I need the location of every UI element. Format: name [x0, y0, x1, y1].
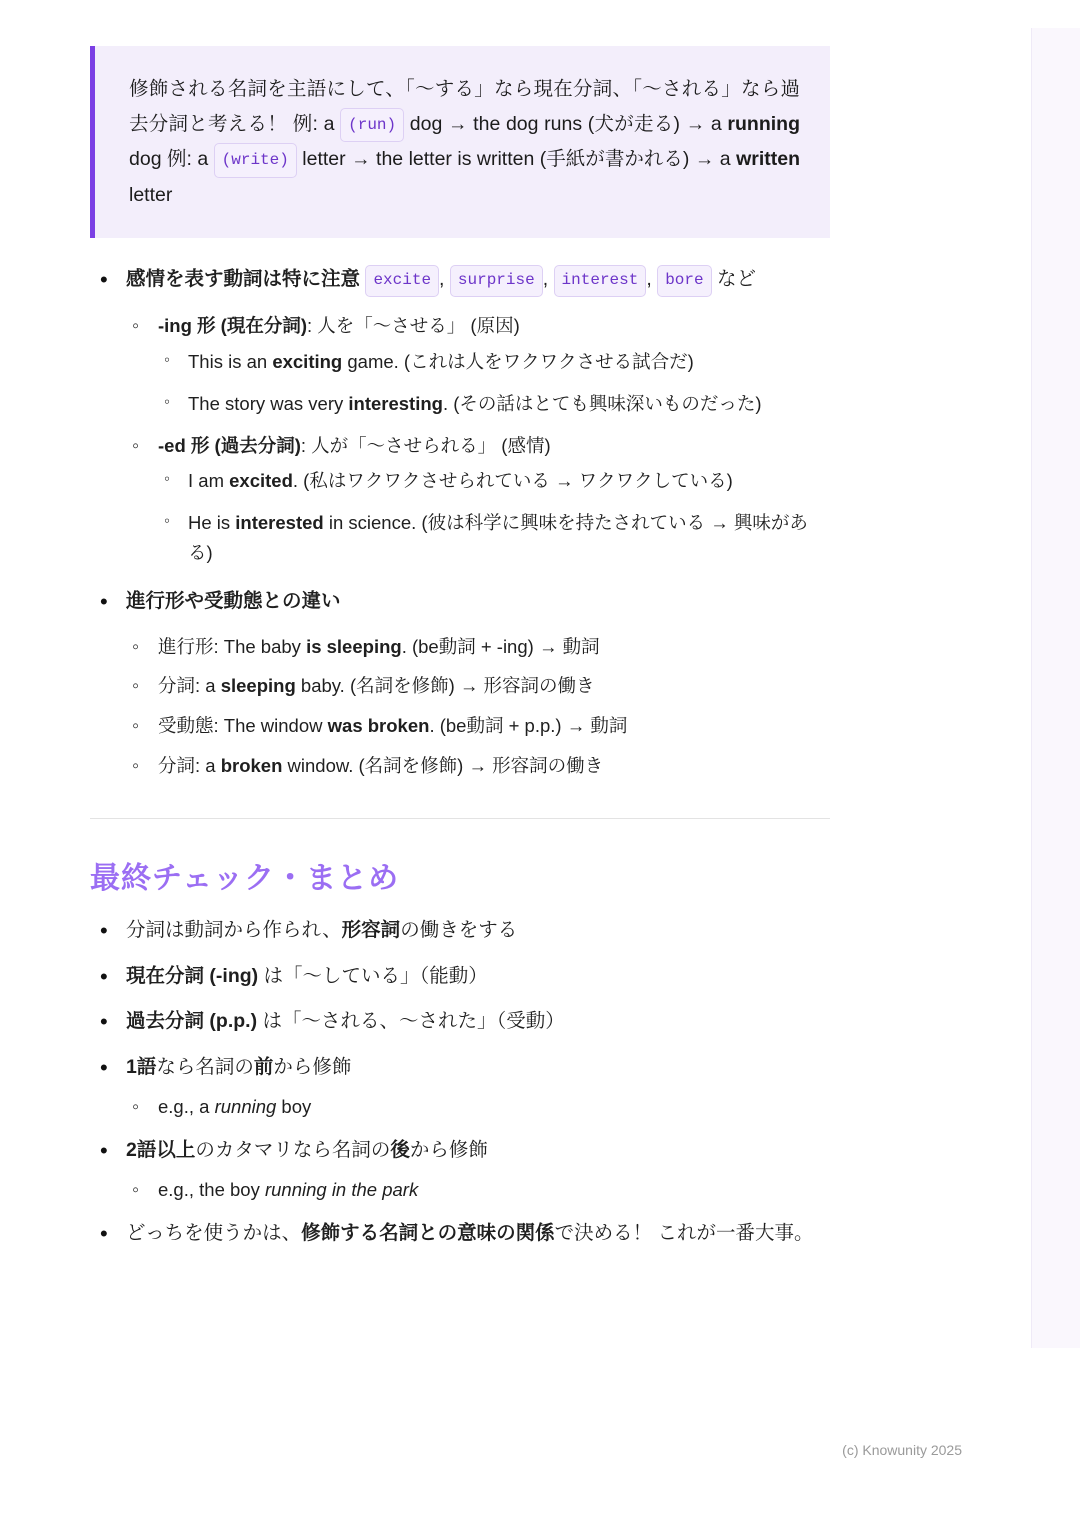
callout-text-5: letter: [129, 183, 173, 206]
list-item-ing-form: [126, 311, 830, 419]
example-post: game. (これは人をワクワクさせる試合だ): [342, 350, 694, 372]
item-pre: 分詞: a: [158, 754, 221, 776]
example-pre: The story was very: [188, 392, 349, 414]
example-post: . (その話はとても興味深いものだった): [442, 392, 762, 414]
callout-box: [90, 46, 830, 238]
summary-bold: 2語以上: [126, 1139, 196, 1162]
copyright-footer: (c) Knowunity 2025: [842, 1442, 962, 1458]
comma-1: ,: [439, 268, 445, 291]
section-divider: [90, 818, 830, 819]
progressive-passive-heading: 進行形や受動態との違い: [126, 590, 341, 613]
example-bold: exciting: [272, 350, 343, 372]
item-bold: sleeping: [220, 675, 296, 697]
callout-text-1: 修飾される名詞を主語にして、「〜する」なら現在分詞、「〜される」なら過去分詞と考える！ 例: a: [129, 78, 800, 135]
example-bold: interesting: [348, 392, 443, 414]
item-bold: broken: [220, 754, 283, 776]
item-post: baby. (名詞を修飾) → 形容詞の働き: [295, 675, 595, 697]
example-pre: This is an: [188, 350, 273, 372]
summary-item-4-sublist: [126, 1092, 830, 1122]
code-chip-bore: bore: [657, 265, 711, 297]
list-item-example: [126, 1175, 830, 1205]
example-bold: excited: [229, 470, 293, 492]
summary-pre: 分詞は動詞から作られ、: [126, 919, 342, 942]
example-bold: interested: [235, 512, 324, 534]
example-pre: He is: [188, 512, 236, 534]
list-item-example: [158, 389, 830, 419]
comma-3: ,: [646, 268, 652, 291]
item-bold: was broken: [327, 715, 430, 737]
list-item-ed-form: [126, 431, 830, 569]
callout-bold-running: running: [727, 112, 800, 135]
example-pre: e.g., a: [158, 1095, 215, 1117]
summary-bold: 過去分詞 (p.p.): [126, 1010, 258, 1033]
callout-text-2: dog → the dog runs (犬が走る) → a: [404, 112, 728, 135]
ing-form-label-rest: : 人を「〜させる」 (原因): [307, 315, 520, 337]
summary-post: で決める！ これが一番大事。: [554, 1222, 814, 1245]
example-post: . (私はワクワクさせられている → ワクワクしている): [292, 470, 733, 492]
summary-post-2: から修飾: [273, 1055, 352, 1078]
code-chip-surprise: surprise: [450, 265, 543, 297]
ed-form-label-rest: : 人が「〜させられる」 (感情): [300, 434, 551, 456]
summary-post: は「〜している」（能動）: [258, 964, 488, 987]
comma-2: ,: [542, 268, 549, 291]
code-chip-write: (write): [214, 143, 297, 177]
summary-pre: どっちを使うかは、: [126, 1222, 302, 1245]
document-content: [90, 46, 830, 1264]
summary-item-6: [90, 1218, 830, 1250]
summary-list: [90, 915, 830, 1250]
example-italic: running in the park: [264, 1178, 419, 1200]
emotion-verbs-trailing: など: [711, 268, 757, 291]
summary-bold: 形容詞: [341, 919, 401, 942]
list-item-example: [158, 347, 830, 377]
ing-form-label: -ing 形 (現在分詞): [158, 315, 308, 337]
list-item-participle-sleeping: [126, 671, 830, 701]
section-title-summary: 最終チェック・まとめ: [90, 862, 400, 896]
example-italic: running: [214, 1095, 277, 1117]
item-pre: 受動態: The window: [158, 715, 328, 737]
main-bullet-list: [90, 264, 830, 780]
example-pre: e.g., the boy: [158, 1178, 265, 1200]
summary-item-5: [90, 1135, 830, 1204]
example-post: in science. (彼は科学に興味を持たされている → 興味がある): [188, 512, 808, 564]
example-post: boy: [276, 1095, 312, 1117]
callout-text-3: dog 例: a: [129, 148, 214, 171]
list-item-example: [158, 508, 830, 568]
list-item-progressive: [126, 632, 830, 662]
code-chip-excite: excite: [365, 265, 439, 297]
code-chip-run: (run): [340, 108, 404, 142]
list-item-progressive-passive: [90, 586, 830, 780]
list-item-passive: [126, 711, 830, 741]
emotion-verbs-heading: 感情を表す動詞は特に注意: [126, 268, 361, 291]
page-edge-strip: [1031, 28, 1080, 1348]
item-post: . (be動詞 + p.p.) → 動詞: [429, 715, 628, 737]
summary-item-5-sublist: [126, 1175, 830, 1205]
summary-post-2: から修飾: [409, 1139, 488, 1162]
summary-bold-2: 後: [390, 1139, 410, 1162]
summary-bold: 修飾する名詞との意味の関係: [301, 1222, 555, 1245]
example-pre: I am: [188, 470, 230, 492]
summary-bold-2: 前: [253, 1055, 274, 1078]
item-post: . (be動詞 + -ing) → 動詞: [401, 635, 600, 657]
summary-post: なら名詞の: [156, 1055, 254, 1078]
list-item-example: [126, 1092, 830, 1122]
ing-examples-list: [158, 347, 830, 419]
emotion-verbs-sublist: [126, 311, 830, 568]
callout-bold-written: written: [736, 148, 800, 171]
summary-item-2: [90, 961, 830, 993]
list-item-example: [158, 466, 830, 496]
ed-form-label: -ed 形 (過去分詞): [158, 434, 301, 456]
item-pre: 分詞: a: [158, 675, 221, 697]
summary-post: のカタマリなら名詞の: [195, 1139, 391, 1162]
progressive-passive-sublist: [126, 632, 830, 780]
item-bold: is sleeping: [306, 635, 402, 657]
summary-bold: 現在分詞 (-ing): [126, 964, 259, 987]
summary-bold: 1語: [126, 1055, 157, 1078]
summary-item-4: [90, 1052, 830, 1121]
item-pre: 進行形: The baby: [158, 635, 307, 657]
summary-post: は「〜される、〜された」（受動）: [257, 1010, 565, 1033]
list-item-emotion-verbs: [90, 264, 830, 568]
callout-text-4: letter → the letter is written (手紙が書かれる) → a: [296, 148, 737, 171]
summary-item-1: [90, 915, 830, 947]
list-item-participle-broken: [126, 751, 830, 781]
item-post: window. (名詞を修飾) → 形容詞の働き: [282, 754, 604, 776]
ed-examples-list: [158, 466, 830, 568]
code-chip-interest: interest: [554, 265, 647, 297]
summary-post: の働きをする: [400, 919, 518, 942]
summary-item-3: [90, 1006, 830, 1038]
